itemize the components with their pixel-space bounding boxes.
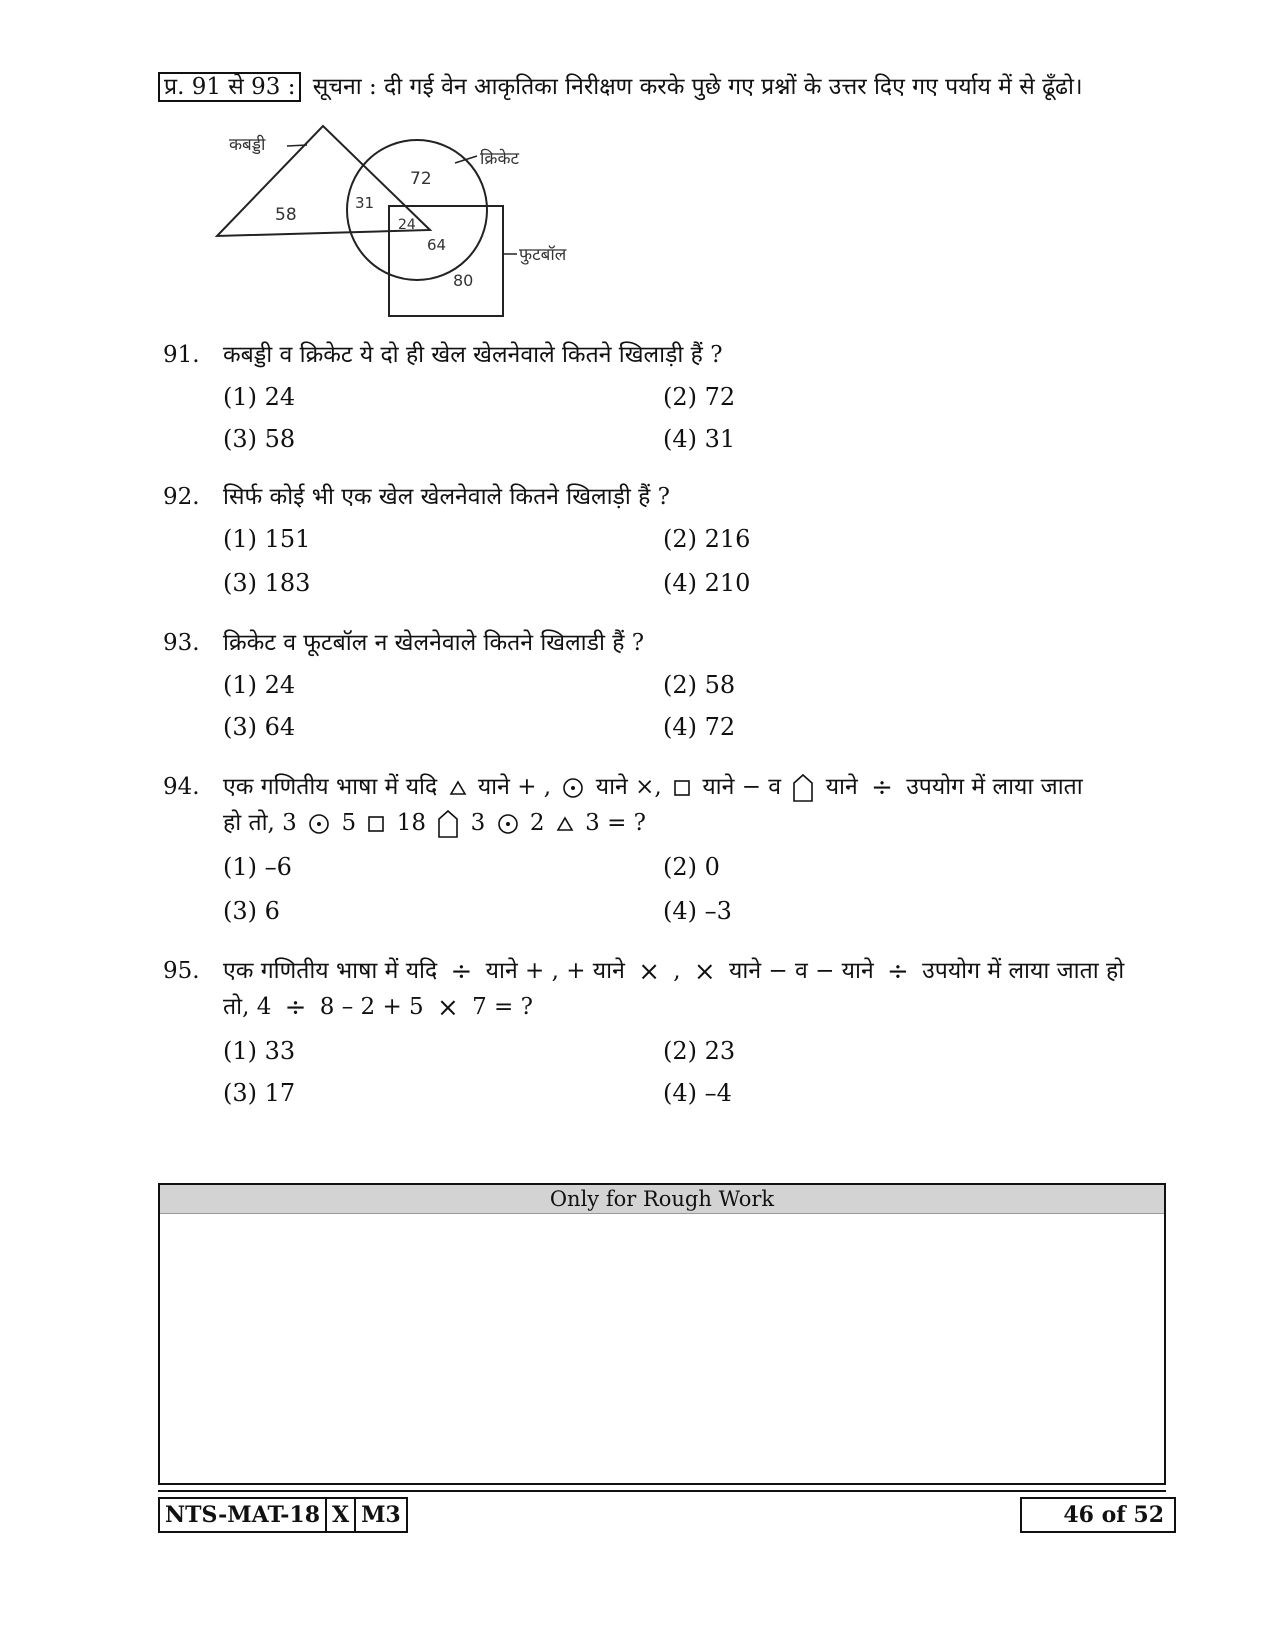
question-text: सिर्फ कोई भी एक खेल खेलनेवाले कितने खिलाड़ी हैं ?	[223, 484, 671, 510]
option-1: (1) 24	[223, 671, 296, 699]
option-2: (2) 23	[663, 1037, 736, 1065]
option-4: (4) –3	[663, 897, 732, 925]
question-range-tag: प्र. 91 से 93 :	[158, 72, 301, 102]
label-football: फुटबॉल	[519, 245, 567, 265]
rough-work-heading: Only for Rough Work	[160, 1185, 1164, 1214]
option-4: (4) 210	[663, 569, 751, 597]
option-1: (1) 33	[223, 1037, 296, 1065]
option-3: (3) 183	[223, 569, 311, 597]
page-number: 46 of 52	[1020, 1497, 1176, 1533]
triangle-symbol-icon	[449, 780, 467, 796]
label-cricket: क्रिकेट	[480, 149, 520, 169]
divide-symbol: ÷	[871, 773, 893, 803]
question-text-line2: हो तो, 3 5 18 3 2 3 = ?	[223, 806, 1203, 840]
paper-code-box	[158, 1497, 406, 1533]
rough-work-box	[158, 1183, 1166, 1485]
triangle-symbol-icon	[556, 816, 574, 832]
question-text-line1: एक गणितीय भाषा में यदि ÷ याने + , + याने × , × याने − व − याने ÷ उपयोग में लाया जाता हो	[223, 957, 1125, 987]
square-symbol-icon	[367, 815, 385, 833]
pentagon-symbol-icon	[792, 773, 814, 803]
option-2: (2) 72	[663, 383, 736, 411]
option-4: (4) –4	[663, 1079, 732, 1107]
cricket-pointer	[455, 156, 477, 163]
region-all-three: 24	[398, 217, 416, 233]
option-4: (4) 31	[663, 425, 736, 453]
multiply-symbol: ×	[436, 993, 459, 1023]
multiply-symbol: ×	[638, 957, 660, 987]
question-text-line1: एक गणितीय भाषा में यदि याने + , याने ×, याने − व याने ÷ उपयोग में लाया जाता	[223, 773, 1083, 803]
option-3: (3) 17	[223, 1079, 296, 1107]
option-2: (2) 58	[663, 671, 736, 699]
question-text: कबड्डी व क्रिकेट ये दो ही खेल खेलनेवाले कितने खिलाड़ी हैं ?	[223, 342, 723, 368]
question-number: 91.	[163, 342, 200, 368]
region-kabaddi-only: 58	[275, 205, 297, 225]
section-instruction	[158, 70, 1198, 104]
class-code: X	[325, 1497, 356, 1533]
footer-divider	[158, 1490, 1166, 1492]
option-1: (1) –6	[223, 853, 292, 881]
question-number: 95.	[163, 958, 200, 984]
venn-diagram	[215, 118, 615, 338]
circled-dot-symbol-icon	[308, 813, 330, 835]
option-2: (2) 216	[663, 525, 751, 553]
question-number: 94.	[163, 774, 200, 800]
divide-symbol: ÷	[284, 993, 307, 1023]
divide-symbol: ÷	[450, 957, 473, 987]
question-text: क्रिकेट व फूटबॉल न खेलनेवाले कितने खिलाडी हैं ?	[223, 630, 645, 656]
circled-dot-symbol-icon	[562, 777, 584, 799]
instruction-text: सूचना : दी गई वेन आकृतिका निरीक्षण करके पुछे गए प्रश्नों के उत्तर दिए गए पर्याय में से ढूँढो।	[312, 74, 1083, 100]
pentagon-symbol-icon	[437, 809, 459, 839]
option-3: (3) 6	[223, 897, 280, 925]
question-number: 92.	[163, 484, 200, 510]
label-kabaddi: कबड्डी	[229, 135, 266, 155]
region-kabaddi-cricket: 31	[355, 194, 375, 212]
question-text-line2: तो, 4 ÷ 8 – 2 + 5 × 7 = ?	[223, 993, 533, 1023]
region-cricket-only: 72	[410, 169, 432, 189]
divide-symbol: ÷	[887, 957, 909, 987]
option-4: (4) 72	[663, 713, 736, 741]
region-football-only: 80	[453, 271, 474, 290]
exam-code: NTS-MAT-18	[158, 1497, 327, 1533]
region-cricket-football: 64	[427, 236, 447, 254]
option-2: (2) 0	[663, 853, 720, 881]
option-1: (1) 24	[223, 383, 296, 411]
circled-dot-symbol-icon	[497, 813, 519, 835]
option-3: (3) 58	[223, 425, 296, 453]
square-symbol-icon	[673, 779, 691, 797]
option-3: (3) 64	[223, 713, 296, 741]
multiply-symbol: ×	[693, 957, 716, 987]
set-code: M3	[354, 1497, 408, 1533]
kabaddi-pointer	[287, 145, 307, 146]
option-1: (1) 151	[223, 525, 311, 553]
question-number: 93.	[163, 630, 200, 656]
